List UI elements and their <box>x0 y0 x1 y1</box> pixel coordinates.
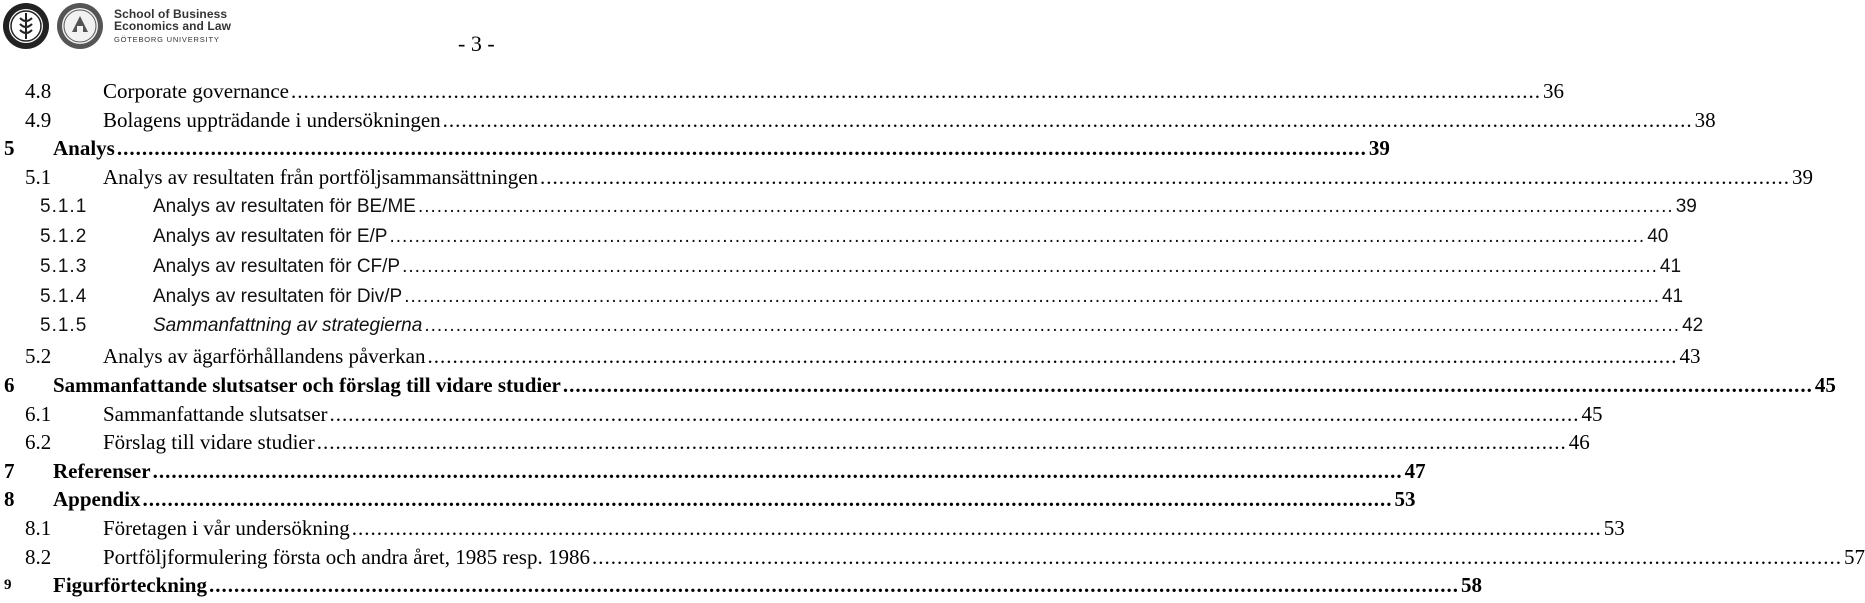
toc-entry <box>0 194 1697 220</box>
toc-entry-title: Analys av resultaten för CF/P <box>153 256 401 277</box>
toc-entry-number: 7 <box>4 459 15 483</box>
university-name: GÖTEBORG UNIVERSITY <box>114 35 220 44</box>
toc-entry-leader <box>53 458 1426 484</box>
toc-entry-leader <box>103 515 1625 541</box>
toc-entry-number: 5.1 <box>25 165 52 189</box>
toc-dot-leader: ........................................................................................................................................................................................................ <box>424 315 1681 336</box>
toc-entry-number: 5.2 <box>25 344 52 368</box>
toc-entry-number: 5.1.3 <box>40 256 88 277</box>
toc-dot-leader: ........................................................................................................................................................................................................ <box>562 373 1813 397</box>
toc-entry-page: 42 <box>1682 315 1704 336</box>
school-name-line-2: Economics and Law <box>114 19 232 33</box>
school-seal-logo <box>56 2 104 50</box>
toc-dot-leader: ........................................................................................................................................................................................................ <box>208 573 1459 597</box>
toc-entry-title: Sammanfattande slutsatser <box>103 402 328 426</box>
toc-dot-leader: ........................................................................................................................................................................................................ <box>540 165 1791 189</box>
toc-entry <box>0 78 1564 104</box>
toc-entry-title: Figurförteckning <box>53 573 207 597</box>
toc-entry-number: 5.1.4 <box>40 286 88 307</box>
toc-entry-number: 6 <box>4 373 15 397</box>
toc-entry-title: Sammanfattande slutsatser och förslag till vidare studier <box>53 373 561 397</box>
toc-entry-number: 5.1.2 <box>40 226 88 247</box>
school-name-line-1: School of Business <box>114 7 228 21</box>
toc-entry-leader <box>103 107 1716 133</box>
toc-entry-leader <box>153 313 1704 339</box>
toc-dot-leader: ........................................................................................................................................................................................................ <box>442 108 1693 132</box>
toc-entry <box>0 224 1669 250</box>
toc-entry-leader <box>103 544 1865 570</box>
toc-dot-leader: ........................................................................................................................................................................................................ <box>152 459 1403 483</box>
toc-entry-title: Analys av resultaten för BE/ME <box>153 196 416 217</box>
toc-entry-title: Analys av resultaten för E/P <box>153 226 388 247</box>
toc-entry-title: Analys av ägarförhållandens påverkan <box>103 344 426 368</box>
toc-entry-number: 4.8 <box>25 79 52 103</box>
toc-entry-leader <box>103 401 1603 427</box>
toc-entry-page: 43 <box>1679 344 1701 368</box>
toc-dot-leader: ........................................................................................................................................................................................................ <box>591 545 1842 569</box>
toc-entry <box>0 515 1625 541</box>
page-number: - 3 - <box>458 31 495 56</box>
toc-entry <box>0 284 1684 310</box>
toc-entry-title: Sammanfattning av strategierna <box>153 315 423 336</box>
toc-entry-title: Analys <box>53 136 115 160</box>
toc-entry-title: Förslag till vidare studier <box>103 430 315 454</box>
toc-entry-leader <box>53 572 1482 598</box>
toc-entry-number: 9 <box>4 577 12 593</box>
toc-entry <box>0 401 1603 427</box>
toc-entry-title: Referenser <box>53 459 151 483</box>
toc-entry-leader <box>53 486 1416 512</box>
toc-entry-number: 6.1 <box>25 402 52 426</box>
toc-entry <box>0 135 1390 161</box>
toc-entry-page: 41 <box>1661 286 1684 307</box>
toc-entry-number: 5 <box>4 136 15 160</box>
toc-entry-number: 8 <box>4 487 15 511</box>
toc-entry-page: 39 <box>1675 196 1697 217</box>
toc-entry-leader <box>103 78 1564 104</box>
toc-entry-leader <box>53 135 1390 161</box>
toc-entry-page: 46 <box>1568 430 1590 454</box>
toc-entry-title: Appendix <box>53 487 141 511</box>
toc-entry-leader <box>153 224 1669 250</box>
toc-entry-title: Portföljformulering första och andra året, 1985 resp. 1986 <box>103 545 590 569</box>
toc-entry-page: 36 <box>1543 79 1564 103</box>
toc-entry-title: Bolagens uppträdande i undersökningen <box>103 108 441 132</box>
toc-entry-number: 8.1 <box>25 516 52 540</box>
toc-entry <box>0 107 1716 133</box>
toc-entry-number: 4.9 <box>25 108 52 132</box>
toc-entry-title: Corporate governance <box>103 79 289 103</box>
toc-dot-leader: ........................................................................................................................................................................................................ <box>351 516 1602 540</box>
toc-entry-page: 47 <box>1404 459 1426 483</box>
toc-entry-page: 45 <box>1814 373 1836 397</box>
toc-entry-page: 58 <box>1460 573 1482 597</box>
toc-entry-leader <box>53 372 1836 398</box>
toc-dot-leader: ........................................................................................................................................................................................................ <box>402 256 1658 277</box>
toc-entry <box>0 372 1836 398</box>
toc-entry-title: Analys av resultaten för Div/P <box>153 286 403 307</box>
university-seal-logo <box>2 2 50 50</box>
toc-entry <box>0 458 1426 484</box>
toc-entry-page: 45 <box>1581 402 1603 426</box>
toc-entry-page: 39 <box>1368 136 1390 160</box>
toc-entry-page: 53 <box>1603 516 1625 540</box>
toc-entry <box>0 343 1701 369</box>
toc-entry-number: 6.2 <box>25 430 52 454</box>
toc-dot-leader: ........................................................................................................................................................................................................ <box>417 196 1674 217</box>
school-name <box>114 8 231 46</box>
toc-entry-number: 8.2 <box>25 545 52 569</box>
toc-entry-leader <box>153 194 1697 220</box>
toc-entry-title: Företagen i vår undersökning <box>103 516 350 540</box>
toc-entry-page: 39 <box>1792 165 1814 189</box>
page-header <box>0 0 960 60</box>
toc-entry-number: 5.1.1 <box>40 196 88 217</box>
toc-entry <box>0 544 1865 570</box>
toc-dot-leader: ........................................................................................................................................................................................................ <box>329 402 1580 426</box>
toc-entry-leader <box>103 429 1590 455</box>
toc-entry-page: 53 <box>1394 487 1416 511</box>
toc-entry-title: Analys av resultaten från portföljsammansättningen <box>103 165 539 189</box>
toc-entry <box>0 313 1704 339</box>
toc-entry-page: 57 <box>1843 545 1865 569</box>
toc-dot-leader: ........................................................................................................................................................................................................ <box>116 136 1367 160</box>
toc-entry-page: 41 <box>1659 256 1682 277</box>
toc-dot-leader: ........................................................................................................................................................................................................ <box>404 286 1660 307</box>
toc-entry-leader <box>103 164 1814 190</box>
toc-entry-leader <box>153 284 1684 310</box>
toc-entry-number: 5.1.5 <box>40 315 88 336</box>
toc-entry <box>0 572 1482 598</box>
toc-entry <box>0 164 1814 190</box>
toc-dot-leader: ........................................................................................................................................................................................................ <box>142 487 1393 511</box>
toc-entry-page: 40 <box>1647 226 1669 247</box>
toc-entry-leader <box>103 343 1701 369</box>
toc-dot-leader: ........................................................................................................................................................................................................ <box>427 344 1678 368</box>
toc-entry <box>0 486 1416 512</box>
toc-dot-leader: ........................................................................................................................................................................................................ <box>291 79 1541 103</box>
toc-entry-page: 38 <box>1694 108 1716 132</box>
toc-entry-leader <box>153 254 1682 280</box>
toc-dot-leader: ........................................................................................................................................................................................................ <box>389 226 1646 247</box>
toc-entry <box>0 429 1590 455</box>
toc-entry <box>0 254 1682 280</box>
toc-dot-leader: ........................................................................................................................................................................................................ <box>316 430 1567 454</box>
